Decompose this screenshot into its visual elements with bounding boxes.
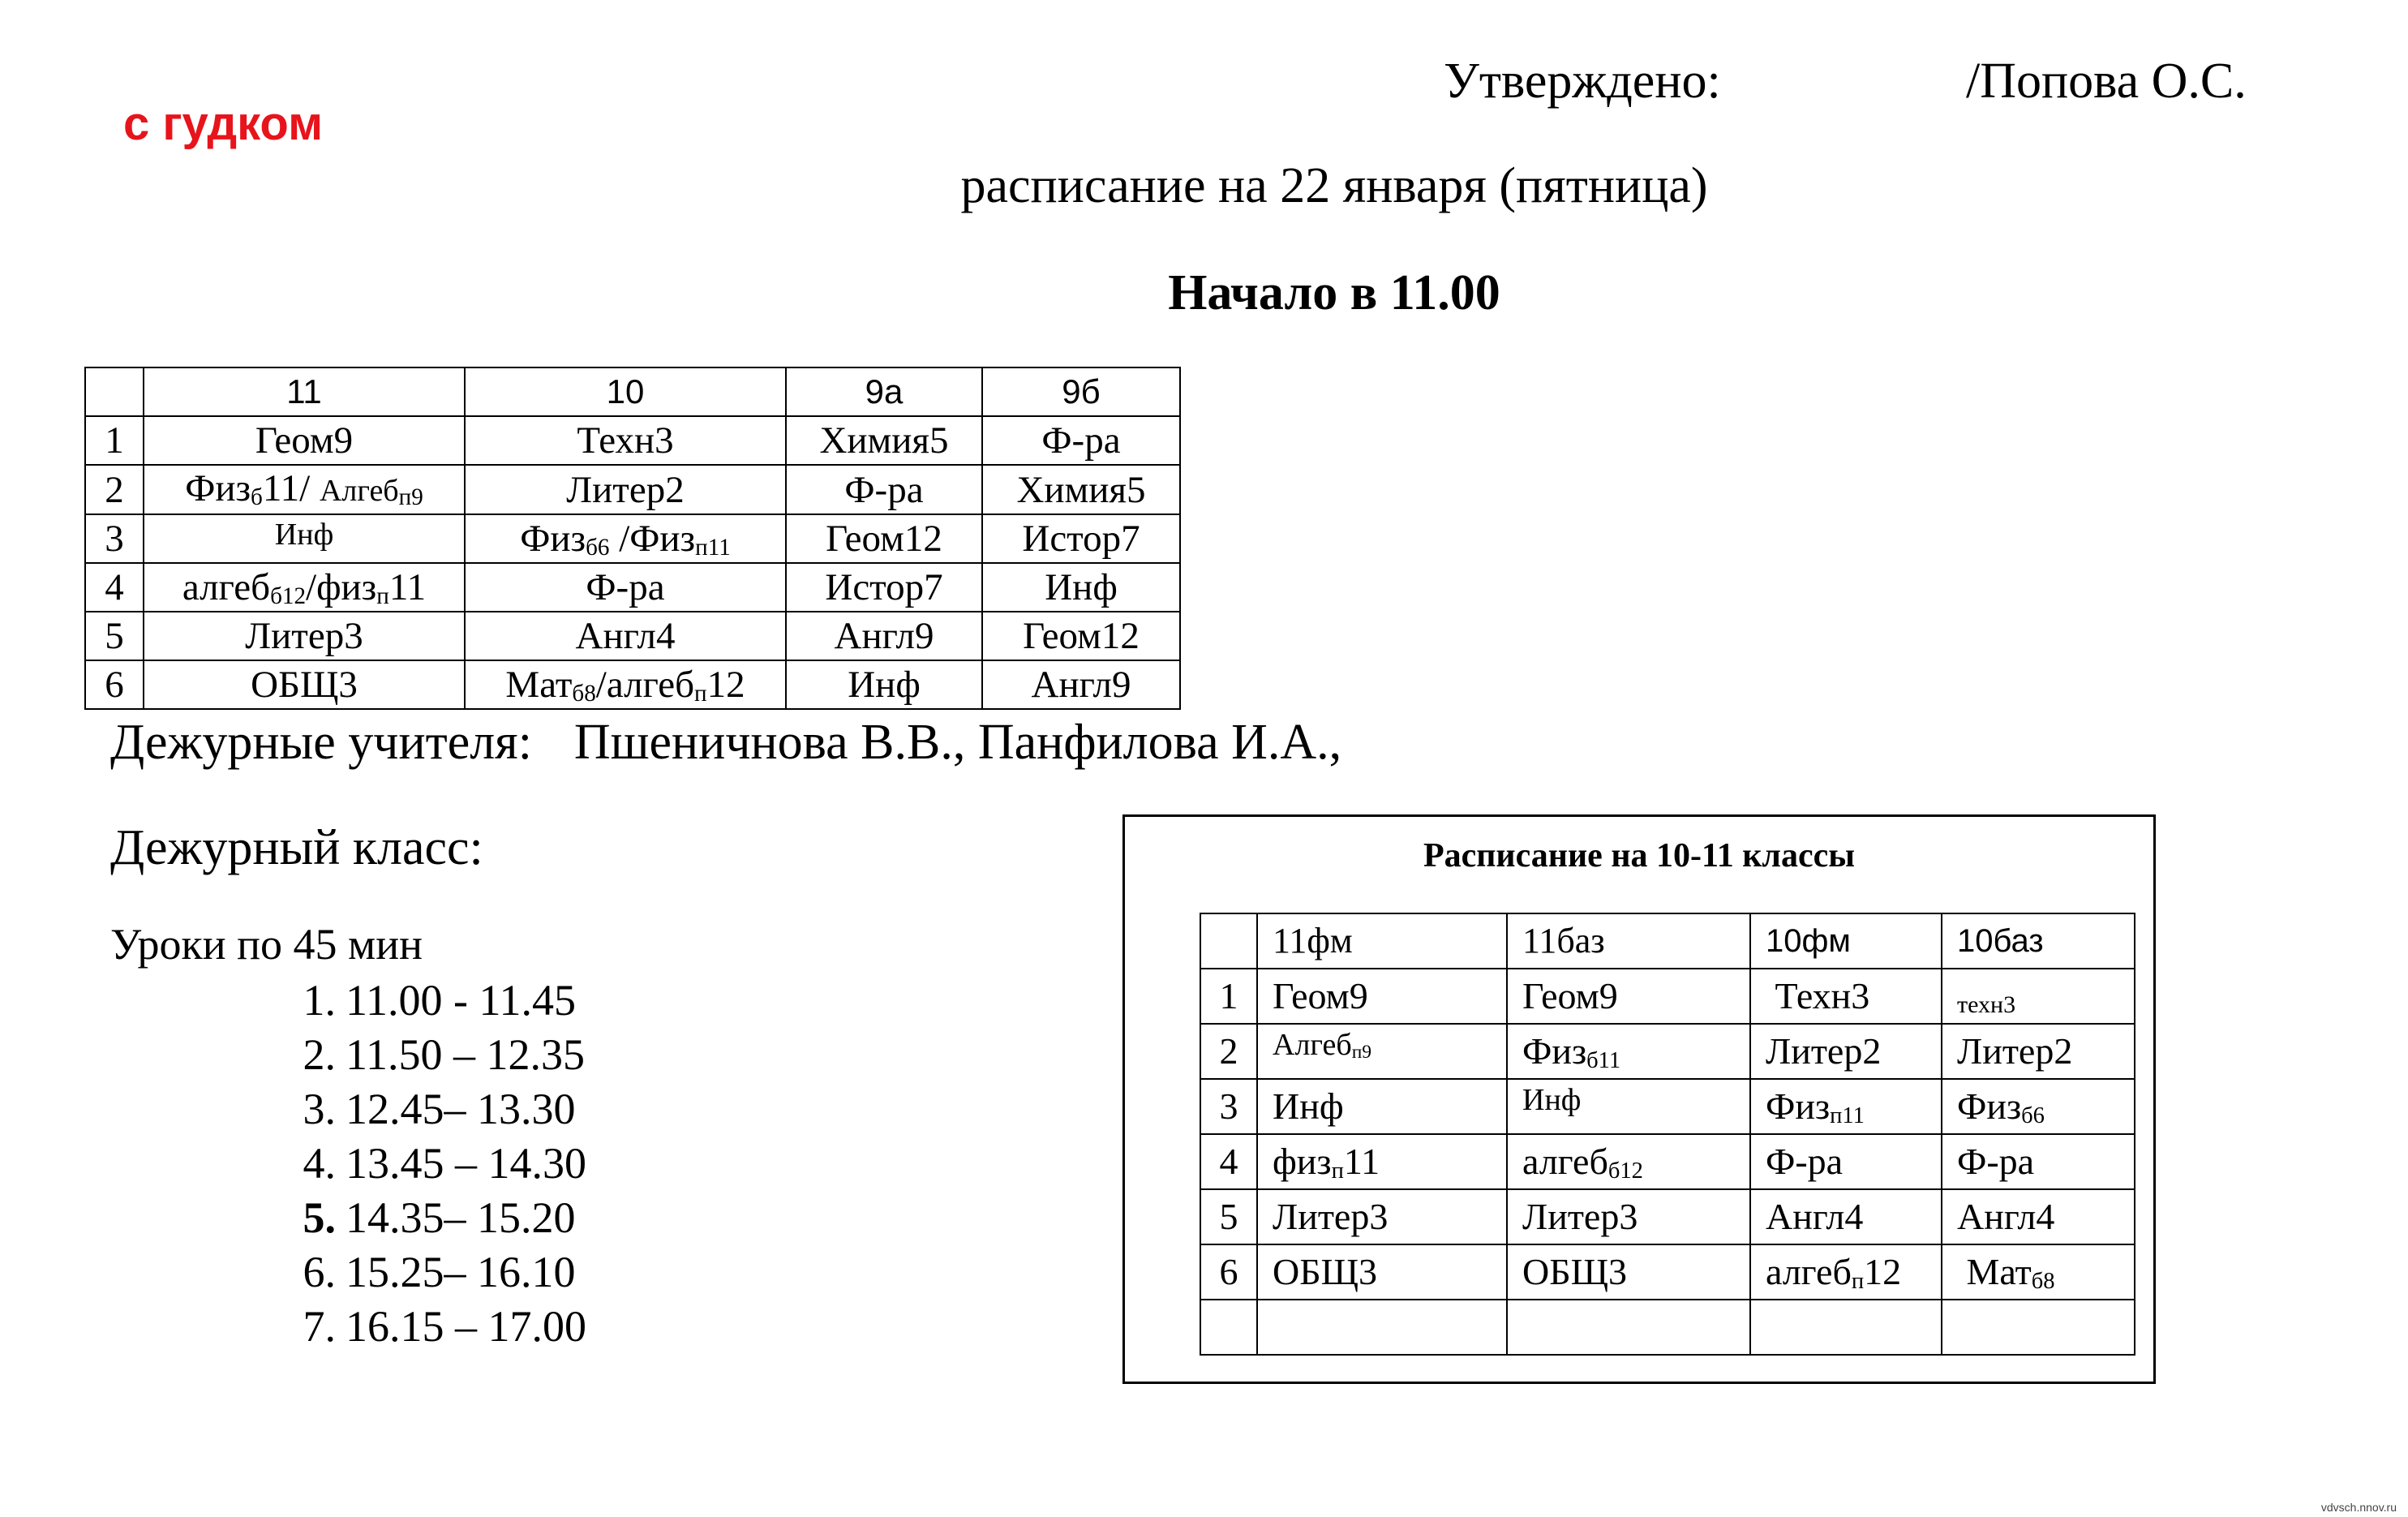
table-row (85, 563, 1180, 612)
table-row (85, 660, 1180, 709)
cell-text: Алгеб (1273, 1028, 1352, 1062)
cell-text: Физ (1766, 1085, 1831, 1127)
cell-text: алгеб (1766, 1251, 1852, 1292)
grades-10-11-box (1122, 814, 2156, 1384)
cell-sub: б (251, 484, 263, 511)
table-row (85, 514, 1180, 563)
cell-sub: п (694, 681, 707, 707)
lesson-number: 2 (85, 465, 144, 514)
lesson-number: 1 (1200, 969, 1257, 1024)
cell: Англ9 (786, 612, 982, 660)
lesson-index: 4. (303, 1139, 336, 1188)
lesson-time: 15.25– 16.10 (346, 1248, 576, 1296)
cell-sub: б11 (1586, 1048, 1621, 1074)
cell: Ф-ра (982, 416, 1180, 465)
cell: Химия5 (786, 416, 982, 465)
header-cell-blank (85, 367, 144, 416)
cell: ОБЩ3 (144, 660, 465, 709)
lesson-number: 6 (85, 660, 144, 709)
lesson-time: 13.45 – 14.30 (346, 1139, 586, 1188)
cell: Геом9 (1507, 969, 1750, 1024)
cell-text: 12 (1864, 1251, 1902, 1292)
cell: Англ4 (1750, 1189, 1942, 1244)
cell: Англ9 (982, 660, 1180, 709)
cell: ОБЩ3 (1507, 1244, 1750, 1300)
cell-sub: б6 (586, 535, 610, 561)
cell-text: /физ (306, 566, 377, 608)
cell-sub: п11 (1830, 1103, 1865, 1129)
header-cell: 11баз (1507, 913, 1750, 969)
empty-cell (1200, 1300, 1257, 1355)
cell (144, 563, 465, 612)
cell: Инф (786, 660, 982, 709)
cell-text: Мат (1957, 1251, 2032, 1292)
lesson-index: 5. (303, 1193, 336, 1242)
table-row (85, 465, 1180, 514)
cell (1507, 1024, 1750, 1079)
cell-sub: б8 (572, 681, 596, 707)
lesson-number: 5 (1200, 1189, 1257, 1244)
cell: Истор7 (786, 563, 982, 612)
lesson-number: 4 (1200, 1134, 1257, 1189)
cell (1257, 1134, 1507, 1189)
duty-teachers-value: Пшеничнова В.В., Панфилова И.А., (573, 715, 1342, 770)
cell: Геом9 (144, 416, 465, 465)
lesson-time: 12.45– 13.30 (346, 1085, 576, 1133)
cell (465, 660, 786, 709)
header-cell: 10 (465, 367, 786, 416)
header-cell: 11фм (1257, 913, 1507, 969)
cell-text: физ (1273, 1141, 1332, 1182)
cell: Инф (982, 563, 1180, 612)
cell-sub: б8 (2031, 1269, 2055, 1295)
cell-sub: п9 (398, 484, 423, 511)
cell-text: алгеб (1522, 1141, 1608, 1182)
duty-teachers-label: Дежурные учителя: (110, 715, 532, 770)
cell (144, 465, 465, 514)
table-row (1200, 1134, 2135, 1189)
header-cell: 10фм (1750, 913, 1942, 969)
lesson-number: 3 (1200, 1079, 1257, 1134)
approval-signer: /Попова О.С. (1966, 54, 2247, 109)
cell-text: /алгеб (595, 664, 694, 706)
table-header-row (1200, 913, 2135, 969)
note-with-bell: с гудком (123, 97, 323, 150)
cell-sub: п9 (1351, 1042, 1372, 1064)
cell-text: Физ (185, 467, 251, 509)
cell: ОБЩ3 (1257, 1244, 1507, 1300)
table-header-row (85, 367, 1180, 416)
cell-sub: б6 (2021, 1103, 2045, 1129)
table-row (1200, 969, 2135, 1024)
cell (1750, 1244, 1942, 1300)
cell-text: Физ (1957, 1085, 2022, 1127)
cell: Литер3 (144, 612, 465, 660)
lesson-time: 14.35– 15.20 (346, 1193, 576, 1242)
cell: Литер2 (465, 465, 786, 514)
cell-text: Физ (520, 518, 586, 560)
lesson-index: 7. (303, 1302, 336, 1351)
empty-cell (1507, 1300, 1750, 1355)
lesson-time: 16.15 – 17.00 (346, 1302, 586, 1351)
header-cell: 9б (982, 367, 1180, 416)
table-row (1200, 1024, 2135, 1079)
cell (1750, 1079, 1942, 1134)
list-item (110, 973, 586, 1028)
list-item (110, 1137, 586, 1191)
cell: Истор7 (982, 514, 1180, 563)
cell: Англ4 (465, 612, 786, 660)
cell-text: 11/ (262, 467, 320, 509)
cell (1507, 1134, 1750, 1189)
lesson-number: 6 (1200, 1244, 1257, 1300)
header-cell-blank (1200, 913, 1257, 969)
cell: техн3 (1942, 969, 2135, 1024)
cell: Литер2 (1942, 1024, 2135, 1079)
lesson-index: 2. (303, 1030, 336, 1079)
box-title: Расписание на 10-11 классы (1423, 837, 1856, 875)
table-row (1200, 1079, 2135, 1134)
cell-text: Алгеб (319, 474, 399, 508)
cell: Химия5 (982, 465, 1180, 514)
empty-cell (1750, 1300, 1942, 1355)
list-item (110, 1300, 586, 1354)
list-item (110, 1191, 586, 1245)
cell: Геом9 (1257, 969, 1507, 1024)
main-schedule-table (84, 367, 1181, 710)
header-cell: 9а (786, 367, 982, 416)
cell: Геом12 (786, 514, 982, 563)
lesson-times-list (110, 973, 586, 1354)
watermark: vdvsch.nnov.ru (2320, 1501, 2397, 1514)
schedule-title: расписание на 22 января (пятница) (960, 158, 1708, 213)
lesson-index: 1. (303, 976, 336, 1025)
lesson-number: 4 (85, 563, 144, 612)
start-time: Начало в 11.00 (1168, 265, 1500, 320)
cell: Инф (1257, 1079, 1507, 1134)
cell-sub: б12 (270, 583, 307, 610)
cell: Ф-ра (1942, 1134, 2135, 1189)
cell-text: /Физ (609, 518, 696, 560)
cell-sub: п (1331, 1158, 1344, 1184)
cell-text: алгеб (182, 566, 271, 608)
cell-text: 11 (1343, 1141, 1380, 1182)
header-cell: 10баз (1942, 913, 2135, 969)
cell: Техн3 (465, 416, 786, 465)
list-item (110, 1082, 586, 1137)
cell: Англ4 (1942, 1189, 2135, 1244)
cell (1942, 1079, 2135, 1134)
cell: Техн3 (1750, 969, 1942, 1024)
lessons-heading: Уроки по 45 мин (110, 920, 423, 969)
cell-text: Физ (1522, 1030, 1587, 1072)
duty-class-label: Дежурный класс: (110, 820, 483, 875)
lesson-time: 11.00 - 11.45 (346, 976, 576, 1025)
lesson-index: 3. (303, 1085, 336, 1133)
lesson-number: 3 (85, 514, 144, 563)
lesson-number: 5 (85, 612, 144, 660)
lesson-index: 6. (303, 1248, 336, 1296)
cell: Ф-ра (786, 465, 982, 514)
cell: Литер3 (1507, 1189, 1750, 1244)
list-item (110, 1028, 586, 1082)
lesson-number: 1 (85, 416, 144, 465)
cell: Инф (1507, 1079, 1750, 1134)
cell-sub: п (376, 583, 389, 610)
cell: Инф (144, 514, 465, 563)
table-row (85, 416, 1180, 465)
empty-cell (1257, 1300, 1507, 1355)
cell: Литер3 (1257, 1189, 1507, 1244)
cell-text: 12 (706, 664, 745, 706)
approval-label: Утверждено: (1444, 54, 1721, 109)
table-row (1200, 1189, 2135, 1244)
table-row (85, 612, 1180, 660)
cell: Ф-ра (1750, 1134, 1942, 1189)
cell-sub: п11 (695, 535, 731, 561)
grades-10-11-table (1200, 913, 2135, 1356)
header-cell: 11 (144, 367, 465, 416)
duty-teachers (110, 711, 1341, 774)
cell (465, 514, 786, 563)
table-row (1200, 1300, 2135, 1355)
cell-text: Мат (505, 664, 573, 706)
cell-sub: б12 (1607, 1158, 1643, 1184)
table-row (1200, 1244, 2135, 1300)
lesson-time: 11.50 – 12.35 (346, 1030, 585, 1079)
cell-sub: п (1851, 1269, 1865, 1295)
cell: Литер2 (1750, 1024, 1942, 1079)
empty-cell (1942, 1300, 2135, 1355)
cell (1257, 1024, 1507, 1079)
cell (1942, 1244, 2135, 1300)
lesson-number: 2 (1200, 1024, 1257, 1079)
cell: Геом12 (982, 612, 1180, 660)
cell: Ф-ра (465, 563, 786, 612)
cell-text: 11 (388, 566, 427, 608)
list-item (110, 1245, 586, 1300)
